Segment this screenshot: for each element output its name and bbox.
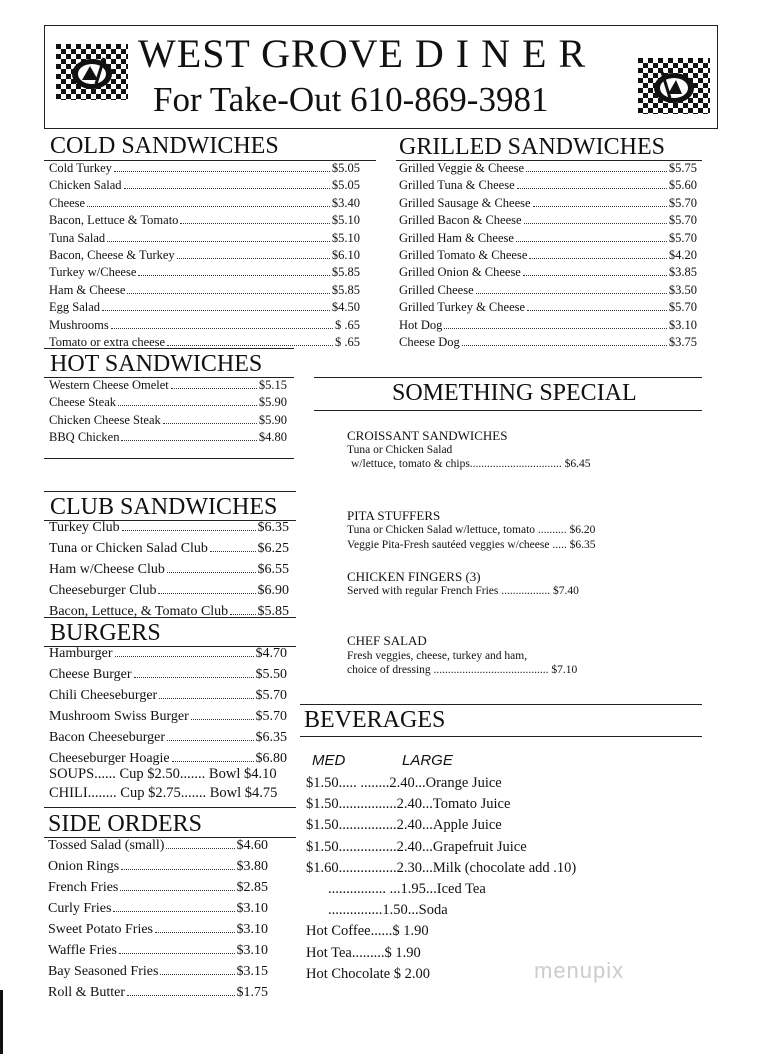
menu-item (49, 562, 289, 583)
beverage-line: $1.50................2.40...Grapefruit Juice (306, 838, 527, 855)
dot-leader (107, 241, 330, 242)
menu-item-price: $5.90 (258, 412, 287, 427)
menu-item-price: $3.75 (668, 334, 697, 349)
dot-leader (167, 345, 333, 346)
pita-line-2: Veggie Pita-Fresh sautéed veggies w/cheese ..... $6.35 (347, 539, 596, 551)
menu-item-price: $5.70 (255, 709, 287, 724)
menu-item (49, 646, 287, 667)
menu-item-name: Cheeseburger Hoagie (49, 751, 170, 766)
menu-item-price: $3.10 (236, 922, 268, 937)
side-orders-title: SIDE ORDERS (48, 811, 203, 837)
menu-item-name: Tuna Salad (49, 230, 106, 245)
dot-leader (113, 911, 234, 912)
hot-sandwiches-title: HOT SANDWICHES (50, 351, 263, 377)
menu-item-name: Tossed Salad (small) (48, 838, 165, 853)
dot-leader (167, 740, 254, 741)
dot-leader (121, 869, 234, 870)
croissant-line-1: Tuna or Chicken Salad (347, 444, 453, 456)
sides-top-rule (44, 807, 296, 808)
beverage-line: $1.60................2.30...Milk (chocolate add .10) (306, 859, 577, 876)
beverage-line: ................ ...1.95...Iced Tea (328, 880, 486, 897)
menu-item (49, 196, 360, 213)
menu-item (48, 880, 268, 901)
menu-item-price: $5.70 (255, 688, 287, 703)
dot-leader (158, 593, 255, 594)
dot-leader (155, 932, 235, 933)
menu-item-name: Egg Salad (49, 300, 101, 315)
menu-item-price: $4.50 (331, 300, 360, 315)
menu-item (49, 667, 287, 688)
cold-sandwiches-title: COLD SANDWICHES (50, 133, 279, 159)
pita-heading: PITA STUFFERS (347, 508, 441, 523)
menu-item (49, 161, 360, 178)
dot-leader (172, 761, 254, 762)
menu-item-name: Chicken Cheese Steak (49, 412, 161, 427)
menu-item-name: Waffle Fries (48, 943, 117, 958)
menu-item-name: Grilled Ham & Cheese (399, 230, 514, 245)
menu-item (399, 161, 697, 178)
menu-item-name: Turkey Club (49, 520, 120, 535)
dot-leader (118, 405, 257, 406)
dot-leader (120, 890, 234, 891)
dot-leader (529, 258, 666, 259)
menu-item (48, 922, 268, 943)
menu-item-name: Ham w/Cheese Club (49, 562, 165, 577)
scan-edge-bar (0, 990, 3, 1054)
menu-item-name: Bacon, Lettuce & Tomato (49, 213, 179, 228)
menu-item-price: $5.90 (258, 395, 287, 410)
menu-item-price: $4.20 (668, 247, 697, 262)
menu-item-price: $6.35 (255, 730, 287, 745)
beverages-title: BEVERAGES (304, 707, 446, 733)
menu-item-price: $5.05 (331, 161, 360, 175)
dot-leader (124, 188, 330, 189)
pita-line-1: Tuna or Chicken Salad w/lettuce, tomato .......... $6.20 (347, 524, 596, 536)
menu-item-price: $5.70 (668, 195, 697, 210)
menu-item-price: $4.60 (236, 838, 268, 853)
beverages-large-header: LARGE (402, 752, 453, 769)
menu-item-price: $5.85 (257, 604, 289, 619)
diner-logo-right-icon (638, 58, 710, 114)
menu-item-name: BBQ Chicken (49, 430, 120, 445)
menu-item-name: French Fries (48, 880, 119, 895)
special-top-rule (314, 377, 702, 378)
menu-item-price: $6.90 (257, 583, 289, 598)
dot-leader (114, 171, 330, 172)
menu-item (49, 583, 289, 604)
menu-item (49, 541, 289, 562)
menu-item-name: Sweet Potato Fries (48, 922, 153, 937)
menu-item-name: Mushrooms (49, 317, 109, 332)
menu-item-name: Grilled Onion & Cheese (399, 265, 521, 280)
menu-item-price: $ .65 (335, 317, 360, 332)
menu-item (399, 231, 697, 248)
burgers-title: BURGERS (50, 620, 161, 646)
menu-item-price: $3.10 (668, 317, 697, 332)
menu-item (399, 178, 697, 195)
dot-leader (462, 345, 667, 346)
beverage-line: $1.50..... ........2.40...Orange Juice (306, 775, 502, 791)
diner-title: WEST GROVE D I N E R (138, 31, 587, 76)
menu-item-name: Roll & Butter (48, 985, 125, 1000)
croissant-line-2: w/lettuce, tomato & chips................................ $6.45 (351, 458, 591, 470)
menu-item-price: $1.75 (236, 985, 268, 1000)
menu-item-name: Curly Fries (48, 901, 112, 916)
menu-item-name: Cheeseburger Club (49, 583, 157, 598)
dot-leader (102, 310, 330, 311)
grilled-sandwiches-list (399, 161, 697, 352)
menu-item-price: $3.15 (236, 964, 268, 979)
beverages-list (306, 775, 706, 987)
dot-leader (127, 293, 330, 294)
menu-item (399, 248, 697, 265)
menu-item-price: $6.35 (257, 520, 289, 535)
menu-item-price: $4.80 (258, 430, 287, 445)
menu-item-price: $3.10 (236, 901, 268, 916)
menu-item-price: $5.85 (331, 265, 360, 280)
menu-item (49, 430, 287, 447)
dot-leader (524, 223, 667, 224)
menu-item-price: $3.80 (236, 859, 268, 874)
beverage-line: Hot Tea.........$ 1.90 (306, 944, 421, 961)
dot-leader (87, 206, 330, 207)
beverage-line: ...............1.50...Soda (328, 902, 448, 919)
dot-leader (122, 530, 256, 531)
menu-item-price: $2.85 (236, 880, 268, 895)
menu-item-price: $6.25 (257, 541, 289, 556)
menu-item-price: $5.85 (331, 282, 360, 297)
hot-top-rule (44, 348, 294, 349)
dot-leader (134, 677, 254, 678)
menupix-watermark: menupix (534, 958, 625, 983)
menu-item (49, 248, 360, 265)
dot-leader (210, 551, 256, 552)
diner-logo-left-icon (56, 44, 128, 100)
menu-item-name: Grilled Veggie & Cheese (399, 161, 525, 175)
menu-item (48, 985, 268, 1006)
menu-item (49, 213, 360, 230)
menu-item (48, 859, 268, 880)
menu-item-name: Chili Cheeseburger (49, 688, 158, 703)
menu-item-name: Mushroom Swiss Burger (49, 709, 189, 724)
dot-leader (177, 258, 330, 259)
menu-item-price: $5.75 (668, 161, 697, 175)
menu-item-name: Hamburger (49, 646, 113, 661)
dot-leader (171, 388, 257, 389)
menu-item (399, 335, 697, 352)
menu-item (399, 300, 697, 317)
menu-item (49, 520, 289, 541)
beverage-line: Hot Chocolate $ 2.00 (306, 965, 431, 982)
menu-item-name: Grilled Cheese (399, 282, 474, 297)
dot-leader (527, 310, 667, 311)
menu-item (399, 318, 697, 335)
menu-item-name: Ham & Cheese (49, 282, 126, 297)
menu-item-price: $5.05 (331, 178, 360, 193)
dot-leader (166, 848, 234, 849)
menu-item (49, 318, 360, 335)
menu-item (399, 283, 697, 300)
dot-leader (115, 656, 254, 657)
something-special-title: SOMETHING SPECIAL (392, 380, 637, 406)
dot-leader (127, 995, 235, 996)
menu-item-name: Tuna or Chicken Salad Club (49, 541, 208, 556)
menu-item-price: $3.40 (331, 195, 360, 210)
menu-item-name: Cheese (49, 195, 86, 210)
hot-sandwiches-list (49, 378, 287, 448)
menu-item-name: Bacon, Cheese & Turkey (49, 247, 175, 262)
dot-leader (159, 698, 253, 699)
dot-leader (163, 423, 257, 424)
special-rule (314, 410, 702, 411)
burgers-top-rule (44, 617, 296, 618)
beverages-top-rule (300, 704, 702, 705)
menu-item-name: Onion Rings (48, 859, 120, 874)
dot-leader (230, 614, 255, 615)
menu-item-price: $6.80 (255, 751, 287, 766)
menu-item-price: $6.55 (257, 562, 289, 577)
beverage-line: $1.50................2.40...Apple Juice (306, 817, 502, 834)
chicken-fingers-line: Served with regular French Fries ................. $7.40 (347, 585, 579, 597)
dot-leader (523, 275, 667, 276)
dot-leader (476, 293, 667, 294)
menu-item (48, 838, 268, 859)
menu-item-name: Turkey w/Cheese (49, 265, 137, 280)
menu-item (399, 213, 697, 230)
dot-leader (138, 275, 329, 276)
menu-item-price: $5.70 (668, 300, 697, 315)
chef-salad-line-2: choice of dressing ........................................ $7.10 (347, 664, 578, 676)
croissant-heading: CROISSANT SANDWICHES (347, 428, 508, 443)
menu-item-price: $5.15 (258, 378, 287, 392)
takeout-phone: For Take-Out 610-869-3981 (153, 80, 549, 119)
beverage-line: $1.50................2.40...Tomato Juice (306, 796, 511, 813)
menu-item-price: $3.10 (236, 943, 268, 958)
menu-item-price: $5.60 (668, 178, 697, 193)
menu-item-name: Western Cheese Omelet (49, 378, 169, 392)
menu-item-price: $5.50 (255, 667, 287, 682)
menu-item-name: Grilled Tuna & Cheese (399, 178, 515, 193)
menu-item-name: Bay Seasoned Fries (48, 964, 159, 979)
menu-item (49, 709, 287, 730)
beverages-med-header: MED (312, 752, 346, 769)
dot-leader (517, 188, 667, 189)
menu-item (49, 335, 360, 352)
menu-item (49, 178, 360, 195)
chili-line: CHILI........ Cup $2.75....... Bowl $4.75 (49, 785, 278, 801)
dot-leader (167, 572, 256, 573)
dot-leader (121, 440, 256, 441)
menu-item-name: Cold Turkey (49, 161, 112, 175)
menu-item-name: Cheese Dog (399, 334, 460, 349)
soups-line: SOUPS...... Cup $2.50....... Bowl $4.10 (49, 766, 277, 782)
chef-salad-heading: CHEF SALAD (347, 633, 427, 648)
menu-item (49, 413, 287, 430)
menu-item-name: Grilled Bacon & Cheese (399, 213, 522, 228)
menu-item-price: $3.85 (668, 265, 697, 280)
dot-leader (516, 241, 667, 242)
chef-salad-line-1: Fresh veggies, cheese, turkey and ham, (347, 650, 528, 662)
beverage-line: Hot Coffee......$ 1.90 (306, 923, 429, 940)
dot-leader (160, 974, 234, 975)
dot-leader (444, 328, 666, 329)
club-top-rule (44, 491, 296, 492)
menu-item-name: Hot Dog (399, 317, 443, 332)
beverages-rule (300, 736, 702, 737)
dot-leader (191, 719, 254, 720)
menu-item-price: $5.70 (668, 230, 697, 245)
menu-item-name: Cheese Steak (49, 395, 116, 410)
menu-item-price: $5.10 (331, 230, 360, 245)
dot-leader (111, 328, 333, 329)
menu-item-name: Grilled Sausage & Cheese (399, 195, 531, 210)
menu-item (49, 378, 287, 395)
menu-item-price: $4.70 (255, 646, 287, 661)
menu-item (399, 196, 697, 213)
menu-item-price: $5.10 (331, 213, 360, 228)
dot-leader (533, 206, 667, 207)
menu-item (49, 283, 360, 300)
menu-item-name: Chicken Salad (49, 178, 122, 193)
menu-item-price: $3.50 (668, 282, 697, 297)
menu-item (48, 901, 268, 922)
menu-item-name: Tomato or extra cheese (49, 334, 166, 349)
menu-item (49, 300, 360, 317)
menu-item (49, 395, 287, 412)
menu-item (49, 265, 360, 282)
cold-sandwiches-list (49, 161, 360, 352)
club-sandwiches-list (49, 520, 289, 625)
dot-leader (526, 171, 667, 172)
menu-item-name: Bacon Cheeseburger (49, 730, 165, 745)
menu-item-name: Grilled Tomato & Cheese (399, 247, 528, 262)
menu-item (49, 730, 287, 751)
chicken-fingers-heading: CHICKEN FINGERS (3) (347, 569, 481, 584)
menu-item-name: Grilled Turkey & Cheese (399, 300, 526, 315)
menu-item (49, 231, 360, 248)
dot-leader (119, 953, 235, 954)
menu-item (49, 688, 287, 709)
menu-item-name: Cheese Burger (49, 667, 132, 682)
dot-leader (180, 223, 329, 224)
side-orders-list (48, 838, 268, 1006)
menu-item (399, 265, 697, 282)
burgers-list (49, 646, 287, 772)
menu-item-price: $5.70 (668, 213, 697, 228)
menu-item (48, 964, 268, 985)
grilled-sandwiches-title: GRILLED SANDWICHES (399, 134, 665, 160)
hot-bottom-rule (44, 458, 294, 459)
menu-item-price: $6.10 (331, 247, 360, 262)
menu-item-name: Bacon, Lettuce, & Tomato Club (49, 604, 229, 619)
club-sandwiches-title: CLUB SANDWICHES (50, 494, 278, 520)
menu-item-price: $ .65 (335, 334, 360, 349)
menu-item (48, 943, 268, 964)
